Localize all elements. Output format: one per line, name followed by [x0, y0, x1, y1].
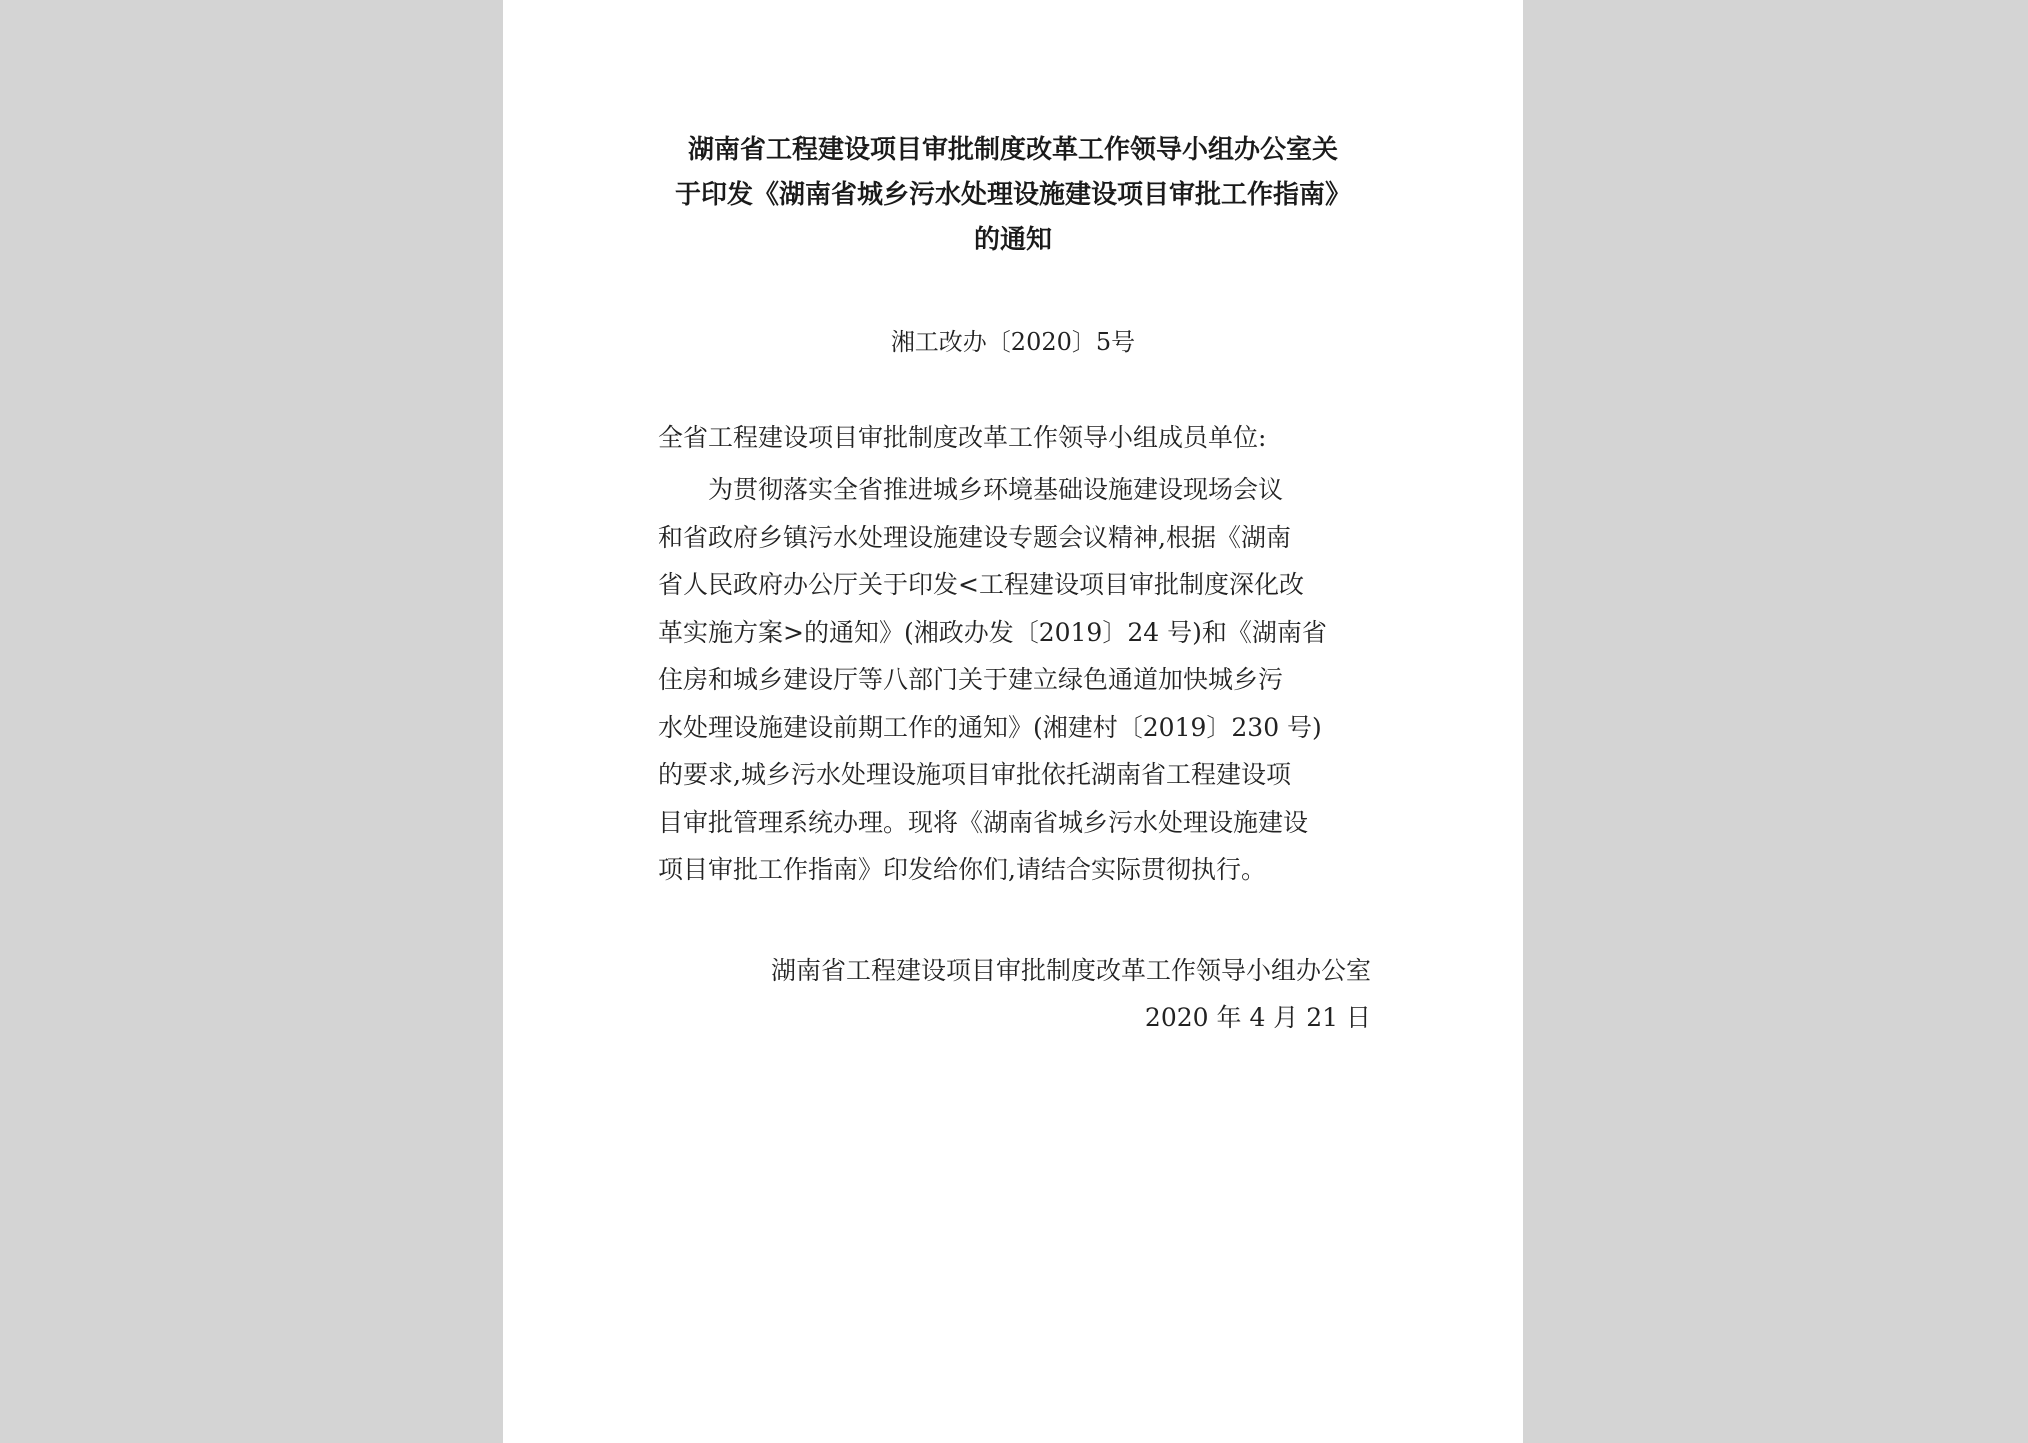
body-line: 住房和城乡建设厅等八部门关于建立绿色通道加快城乡污: [658, 665, 1284, 694]
title-line: 的通知: [973, 225, 1052, 255]
body-line: 革实施方案>的通知》(湘政办发〔2019〕24 号)和《湖南省: [658, 617, 1327, 647]
body-line: 省人民政府办公厅关于印发<工程建设项目审批制度深化改: [658, 570, 1304, 599]
document-body: [658, 466, 1378, 894]
body-line: 为贯彻落实全省推进城乡环境基础设施建设现场会议: [658, 475, 1284, 504]
signature-block: [658, 947, 1371, 1041]
document-title: [658, 128, 1368, 263]
document-page: [503, 0, 1523, 1443]
title-line: 于印发《湖南省城乡污水处理设施建设项目审批工作指南》: [674, 180, 1351, 210]
body-line: 目审批管理系统办理。现将《湖南省城乡污水处理设施建设: [658, 807, 1309, 837]
signature-date: 2020 年 4 月 21 日: [1144, 1003, 1371, 1032]
title-line: 湖南省工程建设项目审批制度改革工作领导小组办公室关: [687, 135, 1338, 165]
recipient-line: 全省工程建设项目审批制度改革工作领导小组成员单位:: [658, 423, 1267, 452]
body-line: 和省政府乡镇污水处理设施建设专题会议精神,根据《湖南: [658, 522, 1291, 552]
body-line: 水处理设施建设前期工作的通知》(湘建村〔2019〕230 号): [658, 712, 1322, 742]
body-line: 的要求,城乡污水处理设施项目审批依托湖南省工程建设项: [658, 760, 1291, 789]
body-line: 项目审批工作指南》印发给你们,请结合实际贯彻执行。: [658, 855, 1266, 884]
signature-org: 湖南省工程建设项目审批制度改革工作领导小组办公室: [770, 956, 1371, 985]
document-number: 湘工改办〔2020〕5号: [890, 328, 1136, 356]
